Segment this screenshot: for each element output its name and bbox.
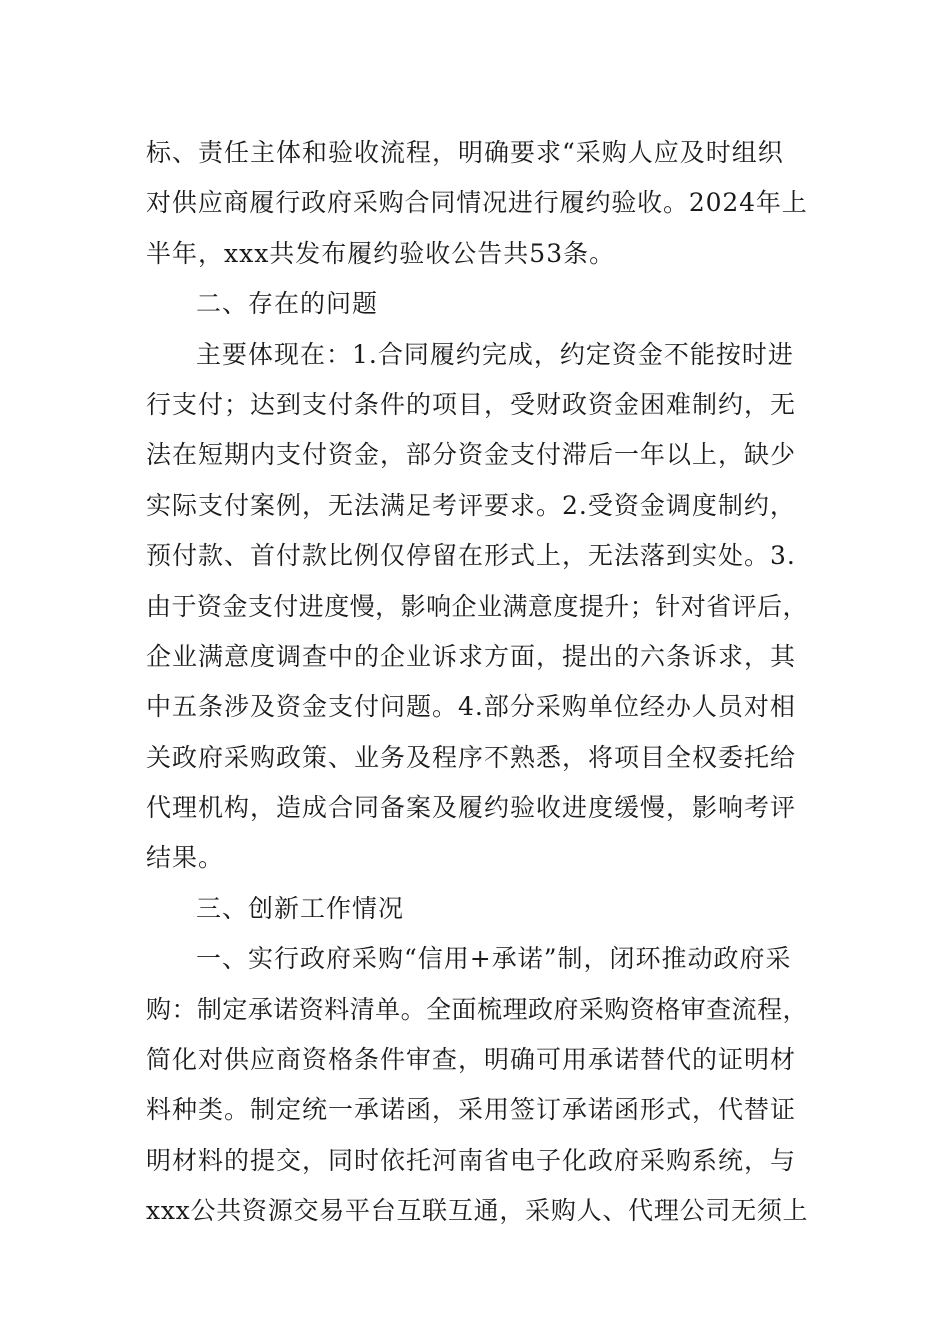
text-line: 半年，xxx共发布履约验收公告共53条。 bbox=[146, 238, 616, 268]
text-line: 预付款、首付款比例仅停留在形式上，无法落到实处。3. bbox=[146, 541, 796, 571]
text-line: 一、实行政府采购“信用+承诺”制，闭环推动政府采 bbox=[196, 944, 792, 974]
document-body bbox=[146, 128, 809, 1237]
text-line: 主要体现在：1.合同履约完成，约定资金不能按时进 bbox=[196, 339, 794, 369]
text-line: 行支付；达到支付条件的项目，受财政资金困难制约，无 bbox=[146, 389, 797, 419]
text-line: 企业满意度调查中的企业诉求方面，提出的六条诉求，其 bbox=[146, 641, 797, 671]
text-line: 简化对供应商资格条件审查，明确可用承诺替代的证明材 bbox=[146, 1045, 797, 1075]
text-line: 购：制定承诺资料清单。全面梳理政府采购资格审查流程， bbox=[146, 994, 809, 1024]
text-line: 代理机构，造成合同备案及履约验收进度缓慢，影响考评 bbox=[146, 793, 797, 823]
text-line: 明材料的提交，同时依托河南省电子化政府采购系统，与 bbox=[146, 1145, 797, 1175]
text-line: 料种类。制定统一承诺函，采用签订承诺函形式，代替证 bbox=[146, 1095, 797, 1125]
text-line: xxx公共资源交易平台互联互通，采购人、代理公司无须上 bbox=[146, 1196, 809, 1226]
text-line: 由于资金支付进度慢，影响企业满意度提升；针对省评后， bbox=[146, 591, 809, 621]
text-line: 标、责任主体和验收流程，明确要求“采购人应及时组织 bbox=[146, 138, 784, 167]
text-line: 三、创新工作情况 bbox=[196, 893, 405, 923]
text-line: 关政府采购政策、业务及程序不熟悉，将项目全权委托给 bbox=[146, 742, 797, 772]
text-line: 实际支付案例，无法满足考评要求。2.受资金调度制约， bbox=[146, 490, 796, 520]
text-line: 二、存在的问题 bbox=[196, 289, 379, 319]
text-line: 结果。 bbox=[146, 843, 225, 873]
text-line: 法在短期内支付资金，部分资金支付滞后一年以上，缺少 bbox=[146, 440, 797, 470]
text-line: 对供应商履行政府采购合同情况进行履约验收。2024年上 bbox=[146, 188, 808, 218]
text-line: 中五条涉及资金支付问题。4.部分采购单位经办人员对相 bbox=[146, 692, 796, 722]
